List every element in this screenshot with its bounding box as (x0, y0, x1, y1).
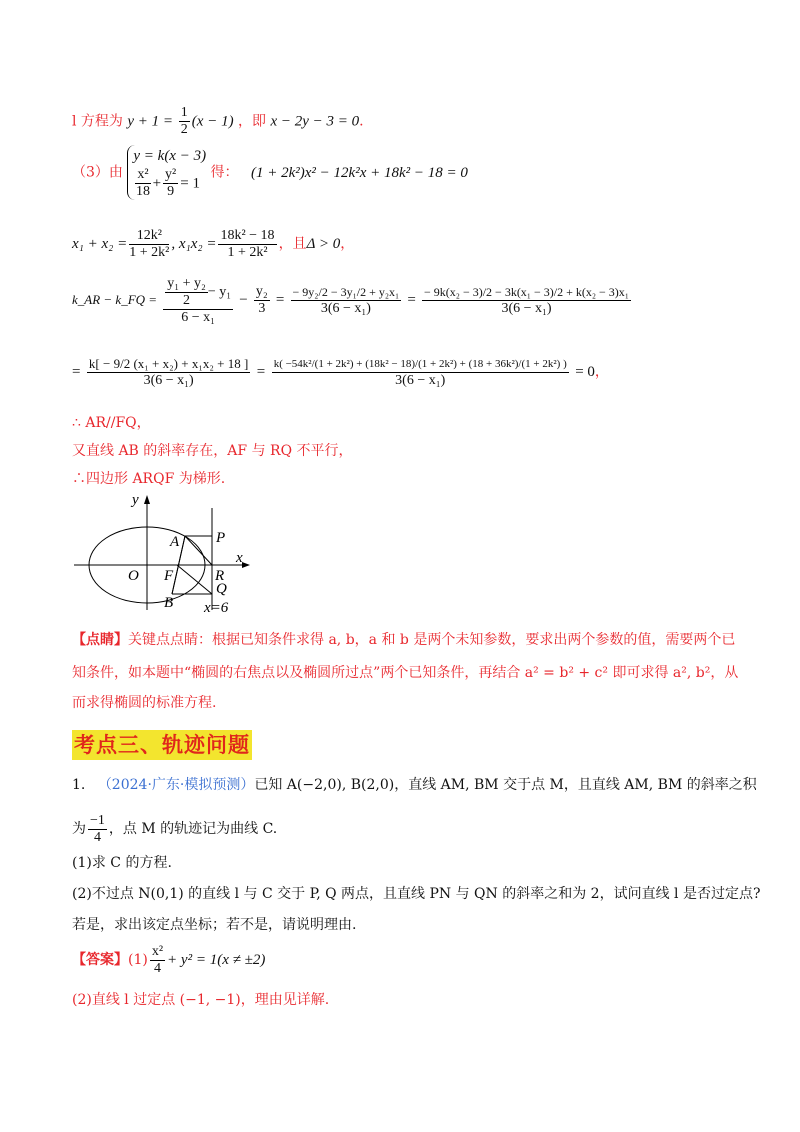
line-l-prefix: l 方程为 (72, 113, 123, 130)
sys-eq-one: = 1 (180, 175, 200, 192)
y2-over-3-den: 3 (258, 301, 266, 316)
problem-source: （2024·广东·模拟预测） (97, 777, 255, 793)
label-Q: Q (216, 581, 227, 597)
vieta-prod-lhs: , x₁x₂ = (171, 236, 217, 252)
slope2-zero: = 0 (575, 364, 595, 380)
label-y: y (132, 492, 139, 508)
sys-y2-den: 9 (167, 184, 175, 199)
vieta-and: ，且 (278, 236, 307, 252)
vieta-line (72, 226, 354, 262)
question-1: (1)求 C 的方程. (72, 855, 172, 871)
slope-big-frac-1 (163, 276, 233, 326)
slope-eq-1: = (275, 292, 285, 308)
problem-text-2b: ，点 M 的轨迹记为曲线 C. (108, 821, 278, 837)
part3-get: 得： (210, 164, 239, 181)
slope-big-frac-3 (422, 284, 631, 317)
problem-text-1: 已知 A(−2,0), B(2,0)，直线 AM, BM 交于点 M，且直线 AM, BM 的斜率之积 (254, 777, 757, 793)
big1-inner-den: 2 (183, 292, 191, 308)
line-l-eq1-tail: (x − 1) (191, 113, 234, 130)
vieta-prod-num: 18k² − 18 (220, 227, 275, 243)
vieta-delta: Δ > 0 (306, 236, 341, 252)
half-den: 2 (180, 122, 188, 137)
slope-diff-lhs: k_AR − k_FQ = (72, 292, 158, 307)
question-2-continued: 若是，求出该定点坐标；若不是，请说明理由. (72, 917, 357, 933)
answer-1-den: 4 (153, 960, 161, 976)
slope-product-den: 4 (93, 829, 101, 845)
problem-text-2a: 为 (72, 821, 86, 837)
sys-x2-den: 18 (135, 184, 150, 199)
slope-big-frac-4 (87, 356, 250, 389)
answer-1-tail: + y² = 1(x ≠ ±2) (167, 952, 266, 968)
problem-line-1 (72, 775, 757, 795)
big4-den: 3(6 − x₁) (143, 372, 194, 388)
slope-difference-2 (72, 342, 609, 402)
problem-line-2 (72, 812, 277, 846)
therefore-parallel: ∴ AR//FQ， (72, 415, 151, 431)
label-O: O (128, 568, 139, 584)
label-line-x6: x=6 (204, 600, 229, 615)
answer-1-prefix: (1) (128, 952, 148, 968)
system-line2 (133, 167, 206, 200)
segment-AR (185, 536, 212, 565)
label-B: B (164, 595, 174, 611)
vieta-prod-den: 1 + 2k² (227, 244, 268, 260)
note-text-1: 关键点点睛：根据已知条件求得 a, b，a 和 b 是两个未知参数，要求出两个参数的值，需要两个已 (128, 632, 736, 648)
x-axis-arrow-icon (242, 562, 250, 568)
also-not-parallel: 又直线 AB 的斜率存在，AF 与 RQ 不平行， (72, 443, 353, 459)
slope-product-num: −1 (90, 812, 105, 828)
answer-1-num: x² (151, 943, 164, 959)
note-line-2: 知条件，如本题中“椭圆的右焦点以及椭圆所过点”两个已知条件，再结合 a² = b² + c² 即可求得 a², b²，从 (72, 665, 739, 681)
answer-1 (72, 942, 265, 978)
sys-x2-num: x² (137, 167, 149, 182)
line-l-eq1: y + 1 = (127, 113, 177, 130)
slope-difference-1 (72, 272, 633, 329)
note-line-3: 而求得椭圆的标准方程. (72, 695, 217, 711)
label-x: x (236, 550, 243, 566)
quadratic-equation: (1 + 2k²)x² − 12k²x + 18k² − 18 = 0 (251, 164, 468, 181)
big5-num: k( −54k²/(1 + 2k²) + (18k² − 18)/(1 + 2k²) + (18 + 36k²)/(1 + 2k²) ) (272, 356, 569, 373)
label-R: R (215, 568, 225, 584)
therefore-trapezoid: ∴四边形 ARQF 为梯形. (72, 471, 226, 487)
sys-y2-num: y² (165, 167, 177, 182)
line-l-equation (72, 105, 364, 138)
slope-big-frac-5 (272, 356, 569, 389)
big1-den: 6 − x₁ (181, 309, 216, 325)
slope-eq-2: = (407, 292, 416, 308)
slope2-eq-1: = (72, 364, 81, 380)
answer-2: (2)直线 l 过定点 (−1, −1)，理由见详解. (72, 992, 330, 1008)
half-fraction (179, 105, 190, 138)
line-l-eq2: x − 2y − 3 = 0 (270, 113, 360, 130)
half-num: 1 (180, 105, 188, 120)
label-A: A (170, 534, 180, 550)
vieta-sum-den: 1 + 2k² (129, 244, 170, 260)
big4-num: k[ − 9/2 (x₁ + x₂) + x₁x₂ + 18 ] (88, 355, 249, 371)
section-title: 考点三、轨迹问题 (72, 730, 252, 760)
answer-tag: 【答案】 (72, 952, 128, 968)
line-l-end: . (359, 113, 364, 130)
y2-over-3-num: y₂ (255, 284, 268, 299)
note-tag: 【点睛】 (72, 632, 128, 648)
big1-num-tail: − y₁ (207, 284, 232, 300)
label-P: P (216, 530, 226, 546)
big2-den: 3(6 − x₁) (320, 301, 371, 316)
vieta-sum-lhs: x₁ + x₂ = (72, 236, 128, 252)
label-F: F (164, 568, 174, 584)
slope2-eq-2: = (256, 364, 266, 380)
slope2-end: ， (594, 364, 609, 380)
equation-system (127, 145, 206, 200)
big5-den: 3(6 − x₁) (395, 372, 446, 388)
part3-label: （3）由 (72, 164, 123, 181)
big2-num: − 9y₂/2 − 3y₁/2 + y₂x₁ (292, 285, 400, 299)
slope-big-frac-2 (291, 284, 402, 317)
system-line1: y = k(x − 3) (133, 148, 207, 164)
big3-den: 3(6 − x₁) (501, 301, 552, 316)
big1-inner-num: y₁ + y₂ (167, 275, 206, 291)
ellipse-diagram (70, 490, 260, 615)
segment-FQ (177, 565, 212, 594)
slope-minus: − (239, 292, 248, 308)
y-axis-arrow-icon (144, 495, 150, 504)
note-line-1 (72, 630, 735, 650)
problem-number: 1. (72, 777, 86, 793)
vieta-sum-num: 12k² (129, 228, 169, 245)
line-l-middle: ，即 (238, 113, 267, 130)
vieta-end: ， (340, 236, 355, 252)
question-2: (2)不过点 N(0,1) 的直线 l 与 C 交于 P, Q 两点，且直线 PN 与 QN 的斜率之和为 2，试问直线 l 是否过定点? (72, 886, 761, 902)
sys-plus: + (152, 175, 162, 192)
part3-system (72, 145, 468, 200)
big3-num: − 9k(x₂ − 3)/2 − 3k(x₁ − 3)/2 + k(x₂ − 3)x₁ (424, 285, 629, 299)
